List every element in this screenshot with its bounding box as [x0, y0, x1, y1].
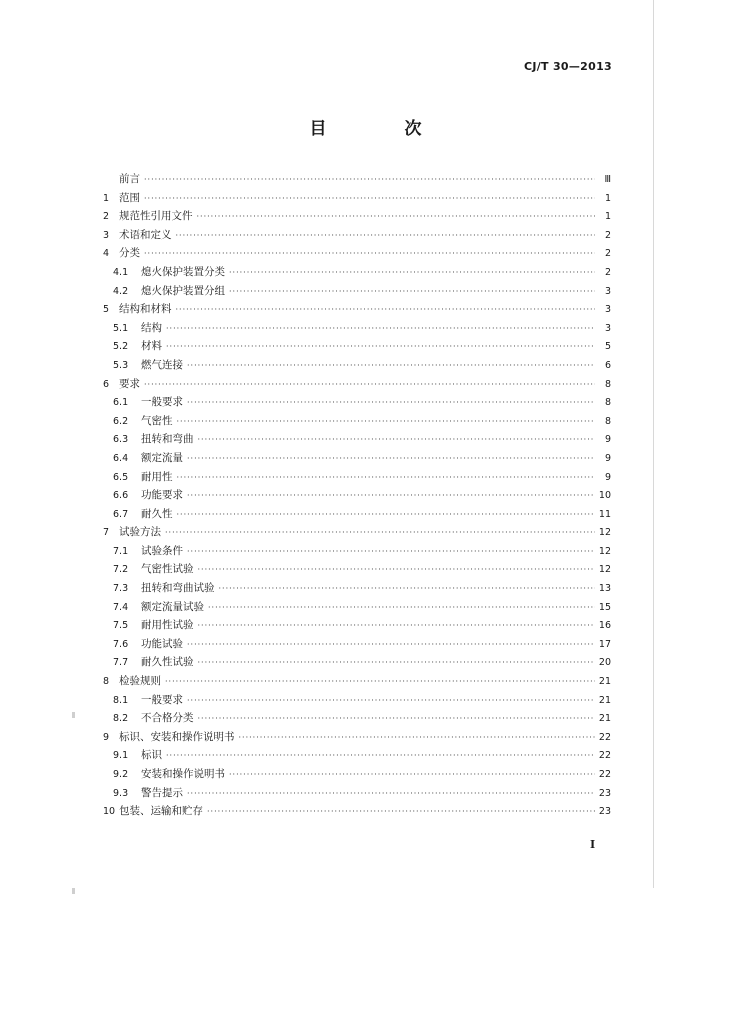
toc-entry-title: 规范性引用文件 — [119, 210, 193, 223]
toc-leader-dots — [165, 673, 595, 692]
toc-entry — [103, 542, 611, 561]
page-title: 目 次 — [309, 119, 458, 139]
toc-entry-page: 21 — [598, 694, 611, 706]
toc-leader-dots — [187, 785, 595, 804]
toc-entry-title: 试验条件 — [141, 544, 183, 557]
toc-entry-page: 16 — [598, 620, 611, 632]
toc-leader-dots — [187, 487, 595, 506]
toc-entry-number: 9.1 — [113, 750, 129, 762]
toc-leader-dots — [187, 636, 595, 655]
toc-entry-number: 8 — [103, 676, 110, 688]
toc-entry-title: 一般要求 — [141, 693, 183, 706]
toc-entry-number: 6.6 — [113, 490, 129, 502]
toc-leader-dots — [229, 264, 595, 283]
toc-entry-page: 3 — [604, 285, 611, 297]
toc-entry — [103, 709, 611, 728]
toc-entry — [103, 226, 611, 245]
toc-entry-number: 7.1 — [113, 545, 129, 557]
toc-leader-dots — [198, 431, 596, 450]
toc-entry-number: 9.3 — [113, 787, 129, 799]
toc-entry — [103, 263, 611, 282]
toc-entry-title: 功能试验 — [141, 637, 183, 650]
toc-entry-number: 2 — [103, 211, 110, 223]
toc-entry — [103, 523, 611, 542]
toc-entry-title: 范围 — [119, 191, 140, 204]
toc-leader-dots — [198, 561, 596, 580]
toc-entry-title: 气密性试验 — [141, 563, 194, 576]
toc-entry-number: 5 — [103, 304, 110, 316]
scan-mark — [72, 888, 75, 894]
toc-leader-dots — [239, 729, 596, 748]
toc-leader-dots — [177, 469, 596, 488]
toc-leader-dots — [176, 301, 596, 320]
toc-entry-title: 一般要求 — [141, 396, 183, 409]
toc-entry-number: 9.2 — [113, 769, 129, 780]
toc-entry-title: 熄火保护装置分类 — [141, 265, 225, 278]
toc-entry — [103, 616, 611, 635]
toc-entry-number: 5.2 — [113, 341, 129, 353]
toc-entry-number: 4.1 — [113, 266, 129, 278]
toc-entry-page: 20 — [598, 657, 611, 669]
toc-entry-page: 8 — [604, 397, 611, 409]
toc-entry-title: 燃气连接 — [141, 358, 183, 371]
toc-leader-dots — [198, 617, 596, 636]
toc-entry-title: 额定流量 — [141, 451, 183, 464]
toc-entry-number: 8.1 — [113, 694, 129, 706]
toc-leader-dots — [229, 766, 595, 785]
toc-entry-number: 6.5 — [113, 471, 129, 483]
toc-entry — [103, 635, 611, 654]
toc-leader-dots — [144, 171, 595, 190]
toc-entry — [103, 244, 611, 263]
toc-entry-page: 5 — [604, 341, 611, 353]
toc-entry-page: 2 — [604, 229, 611, 241]
toc-entry-page: 22 — [598, 750, 611, 762]
toc-entry-title: 包装、运输和贮存 — [119, 805, 203, 818]
toc-entry — [103, 430, 611, 449]
toc-entry-page: 2 — [604, 248, 611, 260]
toc-entry-number: 3 — [103, 229, 110, 241]
toc-entry-title: 标识 — [141, 749, 162, 762]
toc-entry-page: 9 — [604, 471, 611, 483]
toc-entry-title: 额定流量试验 — [141, 600, 204, 613]
toc-entry-number: 9 — [103, 731, 110, 743]
toc-entry-page: 1 — [604, 192, 611, 204]
toc-entry — [103, 486, 611, 505]
toc-entry-number: 6.1 — [113, 397, 129, 409]
toc-entry — [103, 765, 611, 784]
toc-entry-number: 7.2 — [113, 564, 129, 576]
toc-entry — [103, 319, 611, 338]
toc-leader-dots — [229, 283, 595, 302]
toc-entry-number: 7.6 — [113, 638, 129, 650]
toc-entry-number: 7 — [103, 527, 110, 539]
toc-entry-page: 3 — [604, 322, 611, 334]
toc-leader-dots — [187, 543, 595, 562]
toc-entry-page: 12 — [598, 564, 611, 576]
toc-entry-number: 1 — [103, 192, 110, 204]
toc-entry-title: 耐久性试验 — [141, 656, 194, 669]
toc-leader-dots — [177, 506, 596, 525]
toc-entry-page: 11 — [598, 508, 611, 520]
toc-entry-title: 检验规则 — [119, 675, 161, 688]
toc-entry-page: 23 — [598, 806, 611, 818]
toc-entry-number: 8.2 — [113, 713, 129, 725]
toc-leader-dots — [144, 245, 595, 264]
toc-entry — [103, 746, 611, 765]
toc-entry — [103, 170, 611, 189]
toc-entry-title: 试验方法 — [119, 526, 161, 539]
toc-entry-page: 8 — [604, 378, 611, 390]
toc-entry-title: 分类 — [119, 247, 140, 260]
toc-leader-dots — [187, 357, 595, 376]
toc-entry-title: 扭转和弯曲 — [141, 433, 194, 446]
toc-entry-page: 6 — [604, 359, 611, 371]
toc-entry-page: 13 — [598, 583, 611, 595]
toc-entry-number: 5.1 — [113, 322, 129, 334]
toc-leader-dots — [144, 376, 595, 395]
toc-entry-number: 4.2 — [113, 285, 129, 297]
toc-entry-page: 1 — [604, 211, 611, 223]
toc-entry — [103, 653, 611, 672]
toc-entry-page: Ⅲ — [604, 174, 611, 185]
toc-leader-dots — [187, 450, 595, 469]
toc-entry-title: 耐用性试验 — [141, 619, 194, 632]
toc-entry — [103, 449, 611, 468]
toc-entry-title: 结构 — [141, 321, 162, 334]
toc-entry-number: 6 — [103, 378, 110, 390]
toc-entry-title: 熄火保护装置分组 — [141, 284, 225, 297]
standard-code: CJ/T 30—2013 — [523, 60, 612, 73]
toc-entry-title: 扭转和弯曲试验 — [141, 582, 215, 595]
toc-entry-title: 功能要求 — [141, 489, 183, 502]
toc-entry-title: 标识、安装和操作说明书 — [119, 730, 235, 743]
toc-entry-page: 10 — [598, 490, 611, 502]
table-of-contents — [103, 170, 611, 821]
toc-leader-dots — [198, 654, 596, 673]
toc-entry-title: 不合格分类 — [141, 712, 194, 725]
toc-entry — [103, 412, 611, 431]
toc-entry — [103, 337, 611, 356]
toc-entry-title: 前言 — [119, 173, 140, 185]
toc-entry-number: 7.7 — [113, 657, 129, 669]
toc-leader-dots — [198, 710, 596, 729]
toc-leader-dots — [176, 227, 596, 246]
toc-entry-number: 4 — [103, 248, 110, 260]
toc-entry-title: 安装和操作说明书 — [141, 768, 225, 780]
toc-leader-dots — [208, 599, 595, 618]
toc-entry-number: 7.3 — [113, 583, 129, 595]
toc-entry-page: 8 — [604, 415, 611, 427]
toc-entry — [103, 598, 611, 617]
toc-entry-page: 2 — [604, 266, 611, 278]
toc-leader-dots — [144, 190, 595, 209]
toc-leader-dots — [166, 320, 595, 339]
toc-entry-title: 警告提示 — [141, 786, 183, 799]
toc-entry — [103, 802, 611, 821]
toc-entry — [103, 579, 611, 598]
toc-entry — [103, 728, 611, 747]
toc-entry-page: 22 — [598, 731, 611, 743]
toc-entry — [103, 189, 611, 208]
toc-entry-title: 气密性 — [141, 414, 173, 427]
toc-entry-number: 7.5 — [113, 620, 129, 632]
toc-entry-title: 耐久性 — [141, 507, 173, 520]
toc-entry-title: 结构和材料 — [119, 303, 172, 316]
toc-leader-dots — [207, 803, 595, 822]
toc-entry-title: 材料 — [141, 340, 162, 353]
toc-entry — [103, 207, 611, 226]
toc-entry-page: 23 — [598, 787, 611, 799]
toc-leader-dots — [166, 747, 595, 766]
toc-entry-number: 6.3 — [113, 434, 129, 446]
toc-entry-number: 7.4 — [113, 601, 129, 613]
toc-leader-dots — [165, 524, 595, 543]
toc-leader-dots — [177, 413, 596, 432]
toc-entry-number: 6.2 — [113, 415, 129, 427]
toc-entry-page: 9 — [604, 434, 611, 446]
toc-entry — [103, 375, 611, 394]
toc-entry — [103, 784, 611, 803]
toc-leader-dots — [197, 208, 596, 227]
page-number: I — [590, 838, 596, 851]
toc-leader-dots — [166, 338, 595, 357]
toc-entry-page: 15 — [598, 601, 611, 613]
toc-entry — [103, 672, 611, 691]
toc-entry-number: 10 — [103, 806, 116, 818]
toc-entry-page: 22 — [598, 769, 611, 780]
toc-entry-number: 6.7 — [113, 508, 129, 520]
toc-entry — [103, 691, 611, 710]
toc-entry-title: 耐用性 — [141, 470, 173, 483]
toc-entry-title: 术语和定义 — [119, 228, 172, 241]
toc-entry — [103, 505, 611, 524]
toc-leader-dots — [219, 580, 596, 599]
toc-entry-page: 21 — [598, 676, 611, 688]
toc-entry — [103, 282, 611, 301]
toc-entry — [103, 468, 611, 487]
toc-entry — [103, 356, 611, 375]
toc-entry-page: 21 — [598, 713, 611, 725]
toc-entry — [103, 560, 611, 579]
toc-leader-dots — [187, 394, 595, 413]
toc-entry-page: 9 — [604, 452, 611, 464]
toc-entry — [103, 300, 611, 319]
toc-entry — [103, 393, 611, 412]
toc-entry-page: 12 — [598, 545, 611, 557]
toc-entry-number: 6.4 — [113, 452, 129, 464]
scan-mark — [72, 712, 75, 718]
toc-entry-number: 5.3 — [113, 359, 129, 371]
toc-entry-page: 3 — [604, 304, 611, 316]
toc-entry-page: 17 — [598, 638, 611, 650]
toc-leader-dots — [187, 692, 595, 711]
toc-entry-title: 要求 — [119, 377, 140, 390]
toc-entry-page: 12 — [598, 527, 611, 539]
